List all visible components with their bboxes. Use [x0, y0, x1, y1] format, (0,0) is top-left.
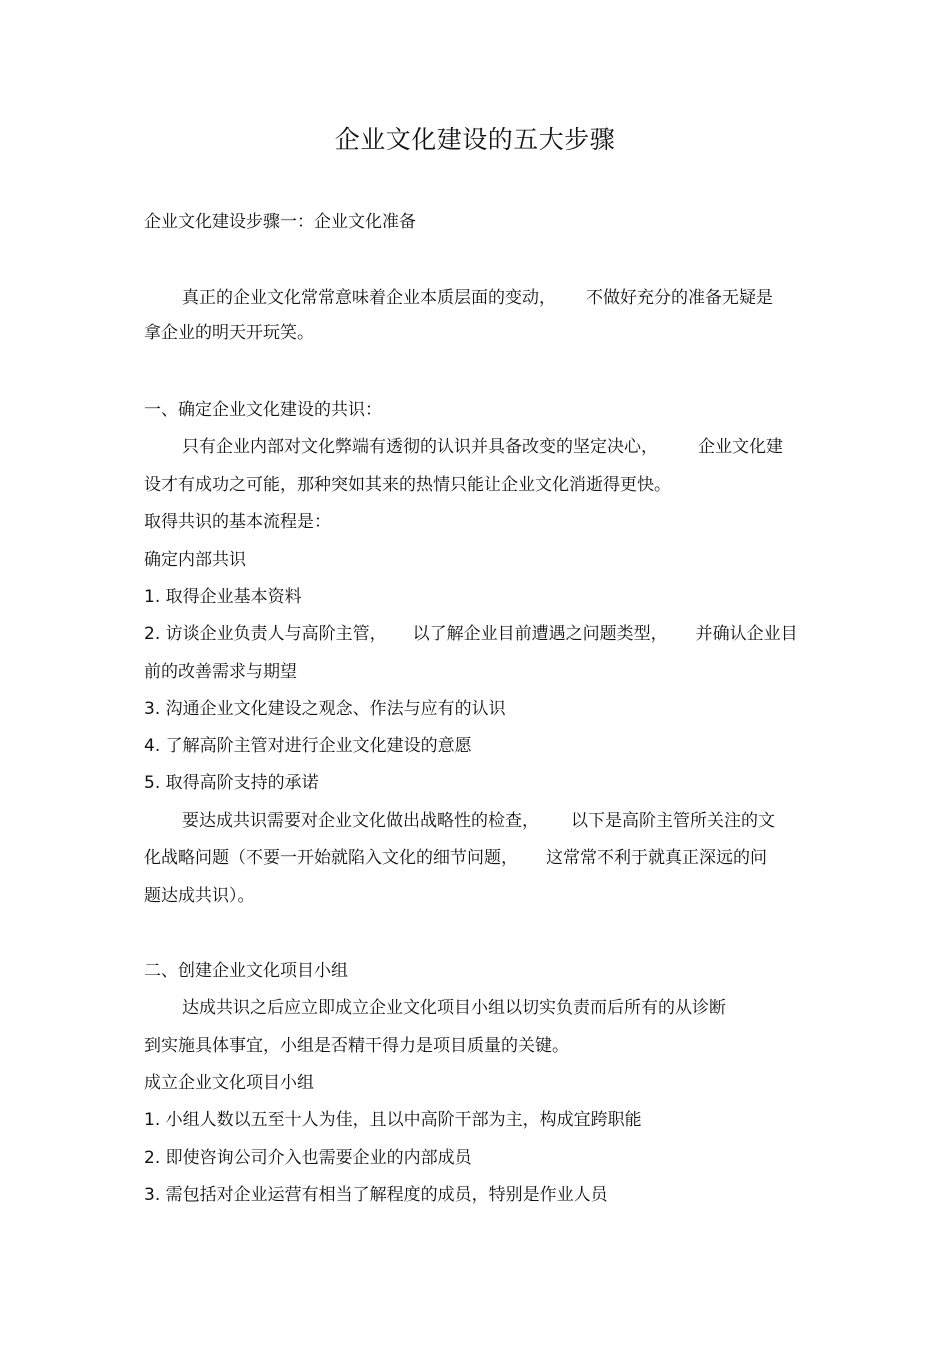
part1-item2-text-b: 以了解企业目前遭遇之问题类型，	[412, 624, 668, 644]
part1-para2-text-d: 这常常不利于就真正深远的问	[546, 848, 767, 868]
intro-line-2: 拿企业的明天开玩笑。	[144, 323, 314, 343]
part1-para2-line3: 题达成共识）。	[144, 886, 255, 906]
part1-list-item-2-line2: 前的改善需求与期望	[144, 662, 297, 682]
part2-list-item-1: 1. 小组人数以五至十人为佳，且以中高阶干部为主，构成宜跨职能	[144, 1110, 642, 1130]
part1-para1-line1	[182, 434, 783, 460]
part1-para1-line2: 设才有成功之可能，那种突如其来的热情只能让企业文化消逝得更快。	[144, 475, 671, 495]
part1-para2-text-c: 化战略问题（不要一开始就陷入文化的细节问题，	[144, 848, 518, 868]
part1-item2-text-c: 并确认企业目	[695, 624, 798, 644]
part1-para2-line2	[144, 845, 767, 871]
part1-para2-text-a: 要达成共识需要对企业文化做出战略性的检查，	[182, 811, 539, 831]
part1-list-item-5: 5. 取得高阶支持的承诺	[144, 773, 319, 793]
part1-para1-text-b: 企业文化建	[698, 437, 783, 457]
section-step1-heading: 企业文化建设步骤一：企业文化准备	[144, 212, 416, 232]
intro-text-1b: 不做好充分的准备无疑是	[586, 288, 773, 308]
part1-internal-consensus: 确定内部共识	[144, 550, 246, 570]
part2-heading: 二、创建企业文化项目小组	[144, 961, 348, 981]
part2-list-item-3: 3. 需包括对企业运营有相当了解程度的成员，特别是作业人员	[144, 1185, 608, 1205]
intro-text-1a: 真正的企业文化常常意味着企业本质层面的变动，	[182, 288, 556, 308]
part1-para2-line1	[182, 808, 775, 834]
intro-line-1	[182, 285, 773, 311]
part1-list-item-3: 3. 沟通企业文化建设之观念、作法与应有的认识	[144, 699, 506, 719]
part2-para1-line2: 到实施具体事宜，小组是否精干得力是项目质量的关键。	[144, 1036, 569, 1056]
part1-list-item-1: 1. 取得企业基本资料	[144, 587, 302, 607]
part1-flow-label: 取得共识的基本流程是：	[144, 512, 331, 532]
part1-list-item-4: 4. 了解高阶主管对进行企业文化建设的意愿	[144, 736, 472, 756]
part2-para1-line1: 达成共识之后应立即成立企业文化项目小组以切实负责而后所有的从诊断	[182, 998, 726, 1018]
part1-item2-text-a: 2. 访谈企业负责人与高阶主管，	[144, 624, 387, 644]
part1-para1-text-a: 只有企业内部对文化弊端有透彻的认识并具备改变的坚定决心，	[182, 437, 658, 457]
part2-subheading: 成立企业文化项目小组	[144, 1073, 314, 1093]
part2-list-item-2: 2. 即使咨询公司介入也需要企业的内部成员	[144, 1148, 472, 1168]
part1-list-item-2-line1	[144, 621, 798, 647]
page-title: 企业文化建设的五大步骤	[334, 125, 616, 154]
part1-para2-text-b: 以下是高阶主管所关注的文	[571, 811, 775, 831]
part1-heading: 一、确定企业文化建设的共识：	[144, 400, 382, 420]
